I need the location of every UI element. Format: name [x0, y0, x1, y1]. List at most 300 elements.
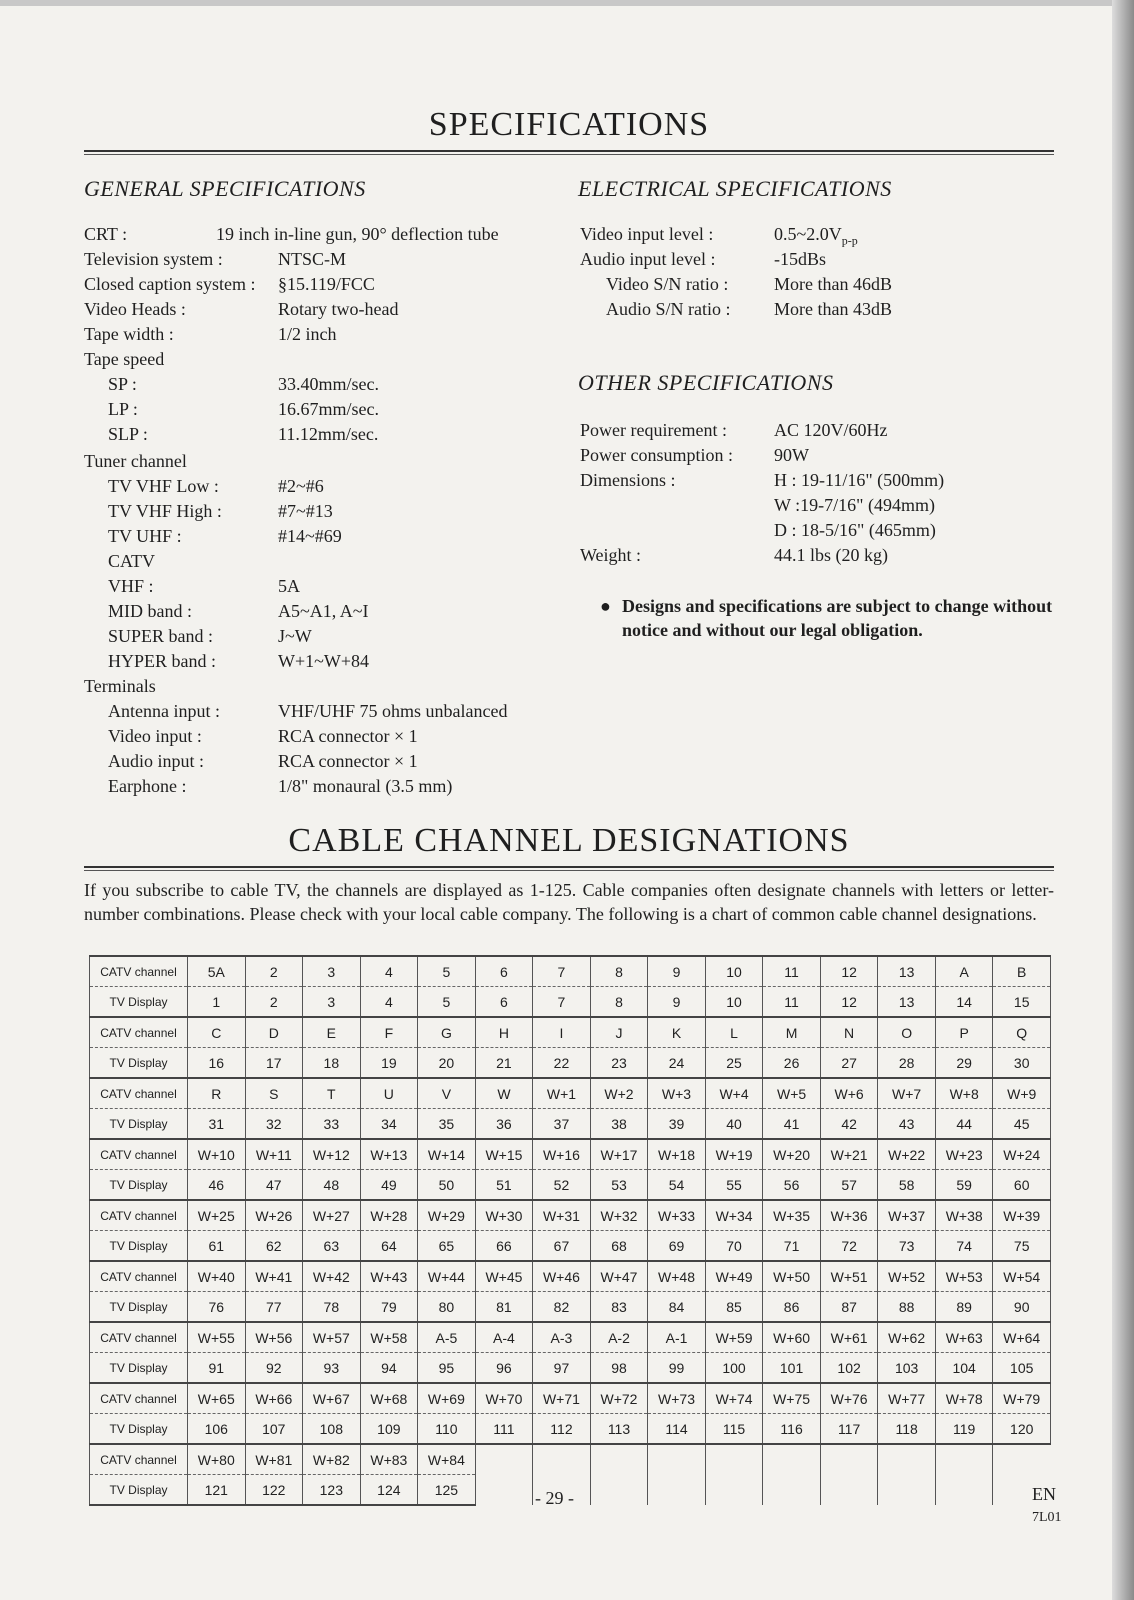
spec-value: NTSC-M [278, 249, 347, 269]
catv-channel-cell: 6 [475, 956, 533, 987]
spec-value: RCA connector × 1 [278, 751, 418, 771]
empty-cell [763, 1475, 821, 1506]
catv-channel-cell: W+71 [533, 1383, 591, 1414]
tv-display-cell: 91 [188, 1353, 246, 1384]
specifications-heading: SPECIFICATIONS [428, 106, 710, 143]
spec-label: CRT : [84, 224, 128, 244]
spec-label: Power consumption : [580, 445, 733, 465]
catv-channel-cell: E [303, 1017, 361, 1048]
catv-channel-cell: W+29 [418, 1200, 476, 1231]
catv-channel-cell: O [878, 1017, 936, 1048]
tv-display-cell: 107 [245, 1414, 303, 1445]
catv-channel-cell: I [533, 1017, 591, 1048]
catv-channel-cell: A-3 [533, 1322, 591, 1353]
catv-channel-header: CATV channel [90, 1322, 188, 1353]
catv-channel-cell: W+67 [303, 1383, 361, 1414]
catv-channel-cell: W+70 [475, 1383, 533, 1414]
catv-channel-cell: W+15 [475, 1139, 533, 1170]
tv-display-cell: 26 [763, 1048, 821, 1079]
catv-channel-cell: C [188, 1017, 246, 1048]
spec-label: Weight : [580, 545, 642, 565]
tv-display-cell: 100 [705, 1353, 763, 1384]
catv-channel-cell: W+43 [360, 1261, 418, 1292]
catv-channel-cell: W+73 [648, 1383, 706, 1414]
catv-channel-cell: W+37 [878, 1200, 936, 1231]
tv-display-cell: 85 [705, 1292, 763, 1323]
catv-channel-cell: 5A [188, 956, 246, 987]
spec-label: TV UHF : [108, 526, 182, 546]
tv-display-cell: 106 [188, 1414, 246, 1445]
tv-display-cell: 54 [648, 1170, 706, 1201]
empty-cell [590, 1444, 648, 1475]
spec-label: HYPER band : [108, 651, 216, 671]
spec-label: MID band : [108, 601, 192, 621]
catv-channel-cell: 13 [878, 956, 936, 987]
tv-display-cell: 56 [763, 1170, 821, 1201]
tv-display-cell: 44 [935, 1109, 993, 1140]
catv-channel-header: CATV channel [90, 1139, 188, 1170]
tv-display-cell: 66 [475, 1231, 533, 1262]
tv-display-row [90, 1048, 1051, 1079]
spec-value: 11.12mm/sec. [278, 424, 379, 444]
cable-intro-paragraph: If you subscribe to cable TV, the channels are displayed as 1-125. Cable companies often designate channels with letters or letter-number combinations. Please check with your local cable company. The following is a chart of common cable channel designations. [84, 880, 1054, 924]
tv-display-cell: 48 [303, 1170, 361, 1201]
tv-display-cell: 11 [763, 987, 821, 1018]
spec-catv-title: CATV [108, 551, 156, 571]
tv-display-cell: 32 [245, 1109, 303, 1140]
tv-display-cell: 45 [993, 1109, 1051, 1140]
catv-channel-cell: 7 [533, 956, 591, 987]
cable-channel-rule [84, 866, 1054, 871]
catv-channel-cell: W+82 [303, 1444, 361, 1475]
tv-display-cell: 109 [360, 1414, 418, 1445]
tv-display-header: TV Display [90, 1414, 188, 1445]
electrical-specifications-heading: ELECTRICAL SPECIFICATIONS [578, 176, 892, 201]
tv-display-cell: 123 [303, 1475, 361, 1506]
tv-display-cell: 69 [648, 1231, 706, 1262]
catv-channel-row [90, 1139, 1051, 1170]
catv-channel-cell: W+64 [993, 1322, 1051, 1353]
catv-channel-cell: W+46 [533, 1261, 591, 1292]
tv-display-cell: 3 [303, 987, 361, 1018]
spec-tuner-channel-title: Tuner channel [84, 451, 187, 471]
tv-display-cell: 124 [360, 1475, 418, 1506]
tv-display-cell: 102 [820, 1353, 878, 1384]
catv-channel-row [90, 1383, 1051, 1414]
tv-display-cell: 4 [360, 987, 418, 1018]
catv-channel-cell: W+75 [763, 1383, 821, 1414]
tv-display-cell: 15 [993, 987, 1051, 1018]
catv-channel-cell: 12 [820, 956, 878, 987]
catv-channel-cell: W+21 [820, 1139, 878, 1170]
tv-display-cell: 25 [705, 1048, 763, 1079]
catv-channel-cell: W+57 [303, 1322, 361, 1353]
catv-channel-cell: W+30 [475, 1200, 533, 1231]
catv-channel-cell: W+61 [820, 1322, 878, 1353]
catv-channel-cell: W+33 [648, 1200, 706, 1231]
tv-display-cell: 13 [878, 987, 936, 1018]
catv-channel-row [90, 1200, 1051, 1231]
spec-label: SUPER band : [108, 626, 214, 646]
catv-channel-row [90, 956, 1051, 987]
catv-channel-cell: W+22 [878, 1139, 936, 1170]
spec-value-subscript: p-p [841, 233, 858, 248]
tv-display-cell: 17 [245, 1048, 303, 1079]
empty-cell [935, 1444, 993, 1475]
catv-channel-cell: W+60 [763, 1322, 821, 1353]
tv-display-cell: 104 [935, 1353, 993, 1384]
catv-channel-cell: W+6 [820, 1078, 878, 1109]
spec-value: 44.1 lbs (20 kg) [774, 545, 888, 565]
spec-value: 90W [774, 445, 809, 465]
catv-channel-cell: W+81 [245, 1444, 303, 1475]
catv-channel-cell: W+36 [820, 1200, 878, 1231]
catv-channel-cell: W+10 [188, 1139, 246, 1170]
catv-channel-cell: T [303, 1078, 361, 1109]
tv-display-cell: 101 [763, 1353, 821, 1384]
tv-display-cell: 108 [303, 1414, 361, 1445]
tv-display-cell: 79 [360, 1292, 418, 1323]
catv-channel-cell: W+55 [188, 1322, 246, 1353]
tv-display-cell: 62 [245, 1231, 303, 1262]
catv-channel-cell: W+7 [878, 1078, 936, 1109]
tv-display-cell: 96 [475, 1353, 533, 1384]
catv-channel-cell: W+51 [820, 1261, 878, 1292]
tv-display-cell: 19 [360, 1048, 418, 1079]
tv-display-cell: 6 [475, 987, 533, 1018]
spec-value-width: W :19-7/16" (494mm) [774, 495, 935, 515]
cable-channel-table [89, 955, 1051, 1506]
tv-display-cell: 89 [935, 1292, 993, 1323]
tv-display-cell: 120 [993, 1414, 1051, 1445]
tv-display-cell: 34 [360, 1109, 418, 1140]
catv-channel-header: CATV channel [90, 1444, 188, 1475]
spec-tape-speed-title: Tape speed [84, 349, 165, 369]
catv-channel-cell: W+11 [245, 1139, 303, 1170]
catv-channel-cell: W+34 [705, 1200, 763, 1231]
tv-display-cell: 50 [418, 1170, 476, 1201]
tv-display-cell: 98 [590, 1353, 648, 1384]
tv-display-cell: 71 [763, 1231, 821, 1262]
spec-value: RCA connector × 1 [278, 726, 418, 746]
empty-cell [935, 1475, 993, 1506]
catv-channel-cell: W+19 [705, 1139, 763, 1170]
tv-display-cell: 29 [935, 1048, 993, 1079]
catv-channel-cell: W+77 [878, 1383, 936, 1414]
catv-channel-cell: G [418, 1017, 476, 1048]
tv-display-cell: 73 [878, 1231, 936, 1262]
tv-display-cell: 125 [418, 1475, 476, 1506]
spec-value: Rotary two-head [278, 299, 399, 319]
tv-display-cell: 76 [188, 1292, 246, 1323]
tv-display-cell: 99 [648, 1353, 706, 1384]
catv-channel-cell: F [360, 1017, 418, 1048]
empty-cell [820, 1444, 878, 1475]
catv-channel-row [90, 1322, 1051, 1353]
tv-display-cell: 12 [820, 987, 878, 1018]
catv-channel-cell: W+59 [705, 1322, 763, 1353]
empty-cell [878, 1475, 936, 1506]
spec-value: #14~#69 [278, 526, 342, 546]
tv-display-header: TV Display [90, 1292, 188, 1323]
tv-display-cell: 22 [533, 1048, 591, 1079]
general-specifications-heading: GENERAL SPECIFICATIONS [84, 176, 366, 201]
catv-channel-cell: W+68 [360, 1383, 418, 1414]
spec-label: Video S/N ratio : [606, 274, 729, 294]
spec-value: 1/8" monaural (3.5 mm) [278, 776, 453, 796]
tv-display-header: TV Display [90, 1231, 188, 1262]
catv-channel-cell: D [245, 1017, 303, 1048]
tv-display-cell: 83 [590, 1292, 648, 1323]
spec-value: VHF/UHF 75 ohms unbalanced [278, 701, 508, 721]
tv-display-cell: 1 [188, 987, 246, 1018]
catv-channel-cell: A-2 [590, 1322, 648, 1353]
tv-display-row [90, 987, 1051, 1018]
empty-cell [705, 1475, 763, 1506]
tv-display-cell: 27 [820, 1048, 878, 1079]
tv-display-cell: 90 [993, 1292, 1051, 1323]
tv-display-cell: 80 [418, 1292, 476, 1323]
spec-label: Audio S/N ratio : [606, 299, 731, 319]
catv-channel-cell: B [993, 956, 1051, 987]
tv-display-cell: 86 [763, 1292, 821, 1323]
catv-channel-cell: W+32 [590, 1200, 648, 1231]
tv-display-cell: 21 [475, 1048, 533, 1079]
tv-display-cell: 31 [188, 1109, 246, 1140]
catv-channel-cell: L [705, 1017, 763, 1048]
empty-cell [993, 1444, 1051, 1475]
catv-channel-cell: W+39 [993, 1200, 1051, 1231]
tv-display-cell: 18 [303, 1048, 361, 1079]
tv-display-cell: 77 [245, 1292, 303, 1323]
tv-display-cell: 64 [360, 1231, 418, 1262]
catv-channel-cell: W+13 [360, 1139, 418, 1170]
tv-display-cell: 16 [188, 1048, 246, 1079]
spec-value: 1/2 inch [278, 324, 337, 344]
spec-label: TV VHF High : [108, 501, 222, 521]
catv-channel-cell: W+28 [360, 1200, 418, 1231]
catv-channel-cell: W+20 [763, 1139, 821, 1170]
notice-text: Designs and specifications are subject to change without notice and without our legal obligation. [622, 596, 1053, 640]
spec-label: Dimensions : [580, 470, 676, 490]
catv-channel-cell: W+18 [648, 1139, 706, 1170]
tv-display-header: TV Display [90, 1475, 188, 1506]
catv-channel-cell: S [245, 1078, 303, 1109]
catv-channel-row [90, 1261, 1051, 1292]
spec-label: VHF : [108, 576, 154, 596]
catv-channel-header: CATV channel [90, 1261, 188, 1292]
empty-cell [475, 1475, 533, 1506]
catv-channel-cell: V [418, 1078, 476, 1109]
tv-display-row [90, 1292, 1051, 1323]
tv-display-cell: 121 [188, 1475, 246, 1506]
catv-channel-cell: W+78 [935, 1383, 993, 1414]
spec-value-height: H : 19-11/16" (500mm) [774, 470, 945, 490]
spec-terminals-title: Terminals [84, 676, 156, 696]
spec-value-depth: D : 18-5/16" (465mm) [774, 520, 936, 540]
tv-display-cell: 78 [303, 1292, 361, 1323]
tv-display-cell: 116 [763, 1414, 821, 1445]
empty-cell [763, 1444, 821, 1475]
page-binding-edge [1112, 0, 1134, 1600]
catv-channel-row [90, 1078, 1051, 1109]
tv-display-cell: 87 [820, 1292, 878, 1323]
catv-channel-cell: Q [993, 1017, 1051, 1048]
cable-channel-heading: CABLE CHANNEL DESIGNATIONS [288, 822, 850, 859]
tv-display-cell: 23 [590, 1048, 648, 1079]
tv-display-header: TV Display [90, 1170, 188, 1201]
tv-display-cell: 30 [993, 1048, 1051, 1079]
spec-value: #2~#6 [278, 476, 324, 496]
catv-channel-cell: W+44 [418, 1261, 476, 1292]
tv-display-cell: 37 [533, 1109, 591, 1140]
tv-display-cell: 49 [360, 1170, 418, 1201]
tv-display-header: TV Display [90, 1353, 188, 1384]
tv-display-cell: 58 [878, 1170, 936, 1201]
tv-display-cell: 63 [303, 1231, 361, 1262]
tv-display-cell: 10 [705, 987, 763, 1018]
catv-channel-cell: M [763, 1017, 821, 1048]
tv-display-cell: 41 [763, 1109, 821, 1140]
empty-cell [648, 1444, 706, 1475]
catv-channel-cell: W+14 [418, 1139, 476, 1170]
catv-channel-cell: A [935, 956, 993, 987]
catv-channel-cell: W+52 [878, 1261, 936, 1292]
catv-channel-cell: W+48 [648, 1261, 706, 1292]
catv-channel-cell: W+69 [418, 1383, 476, 1414]
catv-channel-cell: P [935, 1017, 993, 1048]
tv-display-row [90, 1353, 1051, 1384]
tv-display-cell: 114 [648, 1414, 706, 1445]
tv-display-cell: 112 [533, 1414, 591, 1445]
catv-channel-cell: 5 [418, 956, 476, 987]
catv-channel-cell: W+47 [590, 1261, 648, 1292]
catv-channel-cell: W+1 [533, 1078, 591, 1109]
page-top-edge [0, 0, 1134, 6]
tv-display-cell: 8 [590, 987, 648, 1018]
other-specifications-heading: OTHER SPECIFICATIONS [578, 370, 834, 395]
catv-channel-cell: W+3 [648, 1078, 706, 1109]
tv-display-cell: 46 [188, 1170, 246, 1201]
catv-channel-cell: W+49 [705, 1261, 763, 1292]
tv-display-cell: 53 [590, 1170, 648, 1201]
spec-label: SLP : [108, 424, 148, 444]
catv-channel-cell: W+62 [878, 1322, 936, 1353]
catv-channel-header: CATV channel [90, 1078, 188, 1109]
tv-display-cell: 65 [418, 1231, 476, 1262]
spec-value: W+1~W+84 [278, 651, 370, 671]
spec-label: TV VHF Low : [108, 476, 219, 496]
catv-channel-cell: A-5 [418, 1322, 476, 1353]
empty-cell [648, 1475, 706, 1506]
tv-display-cell: 55 [705, 1170, 763, 1201]
spec-value: -15dBs [774, 249, 827, 269]
catv-channel-cell: W+56 [245, 1322, 303, 1353]
spec-value: 33.40mm/sec. [278, 374, 379, 394]
catv-channel-row [90, 1017, 1051, 1048]
catv-channel-cell: A-4 [475, 1322, 533, 1353]
tv-display-row [90, 1414, 1051, 1445]
catv-channel-cell: 2 [245, 956, 303, 987]
spec-label: Earphone : [108, 776, 187, 796]
tv-display-row [90, 1231, 1051, 1262]
catv-channel-cell: W+38 [935, 1200, 993, 1231]
catv-channel-cell: W+84 [418, 1444, 476, 1475]
catv-channel-cell: W+4 [705, 1078, 763, 1109]
catv-channel-cell: K [648, 1017, 706, 1048]
tv-display-cell: 61 [188, 1231, 246, 1262]
tv-display-cell: 57 [820, 1170, 878, 1201]
tv-display-cell: 9 [648, 987, 706, 1018]
catv-channel-cell: W+74 [705, 1383, 763, 1414]
tv-display-cell: 92 [245, 1353, 303, 1384]
spec-value: 5A [278, 576, 300, 596]
catv-channel-cell: H [475, 1017, 533, 1048]
tv-display-header: TV Display [90, 1048, 188, 1079]
spec-value: A5~A1, A~I [278, 601, 369, 621]
tv-display-cell: 5 [418, 987, 476, 1018]
catv-channel-cell: W+8 [935, 1078, 993, 1109]
spec-value: AC 120V/60Hz [774, 420, 888, 440]
empty-cell [475, 1444, 533, 1475]
catv-channel-cell: W+66 [245, 1383, 303, 1414]
language-code: EN [1032, 1484, 1056, 1504]
catv-channel-cell: W+54 [993, 1261, 1051, 1292]
catv-channel-cell: W+31 [533, 1200, 591, 1231]
spec-label: Video input : [108, 726, 202, 746]
tv-display-cell: 70 [705, 1231, 763, 1262]
tv-display-cell: 14 [935, 987, 993, 1018]
tv-display-cell: 51 [475, 1170, 533, 1201]
catv-channel-cell: 10 [705, 956, 763, 987]
catv-channel-cell: W+26 [245, 1200, 303, 1231]
catv-channel-header: CATV channel [90, 1383, 188, 1414]
catv-channel-cell: W+27 [303, 1200, 361, 1231]
tv-display-cell: 40 [705, 1109, 763, 1140]
tv-display-cell: 97 [533, 1353, 591, 1384]
tv-display-cell: 84 [648, 1292, 706, 1323]
catv-channel-cell: A-1 [648, 1322, 706, 1353]
tv-display-cell: 38 [590, 1109, 648, 1140]
tv-display-cell: 60 [993, 1170, 1051, 1201]
spec-label: Video input level : [580, 224, 714, 244]
empty-cell [590, 1475, 648, 1506]
catv-channel-cell: U [360, 1078, 418, 1109]
catv-channel-cell: W+80 [188, 1444, 246, 1475]
catv-channel-cell: J [590, 1017, 648, 1048]
catv-channel-cell: W+58 [360, 1322, 418, 1353]
spec-label: Power requirement : [580, 420, 727, 440]
spec-label: Audio input level : [580, 249, 716, 269]
tv-display-cell: 119 [935, 1414, 993, 1445]
catv-channel-header: CATV channel [90, 956, 188, 987]
catv-channel-cell: W [475, 1078, 533, 1109]
tv-display-cell: 118 [878, 1414, 936, 1445]
catv-channel-cell: W+16 [533, 1139, 591, 1170]
catv-channel-cell: 9 [648, 956, 706, 987]
spec-label: LP : [108, 399, 138, 419]
catv-channel-cell: W+9 [993, 1078, 1051, 1109]
spec-label: Audio input : [108, 751, 205, 771]
catv-channel-cell: W+5 [763, 1078, 821, 1109]
document-code: 7L01 [1032, 1510, 1062, 1525]
catv-channel-cell: W+12 [303, 1139, 361, 1170]
tv-display-cell: 82 [533, 1292, 591, 1323]
tv-display-cell: 52 [533, 1170, 591, 1201]
catv-channel-cell: W+23 [935, 1139, 993, 1170]
tv-display-cell: 20 [418, 1048, 476, 1079]
tv-display-cell: 39 [648, 1109, 706, 1140]
